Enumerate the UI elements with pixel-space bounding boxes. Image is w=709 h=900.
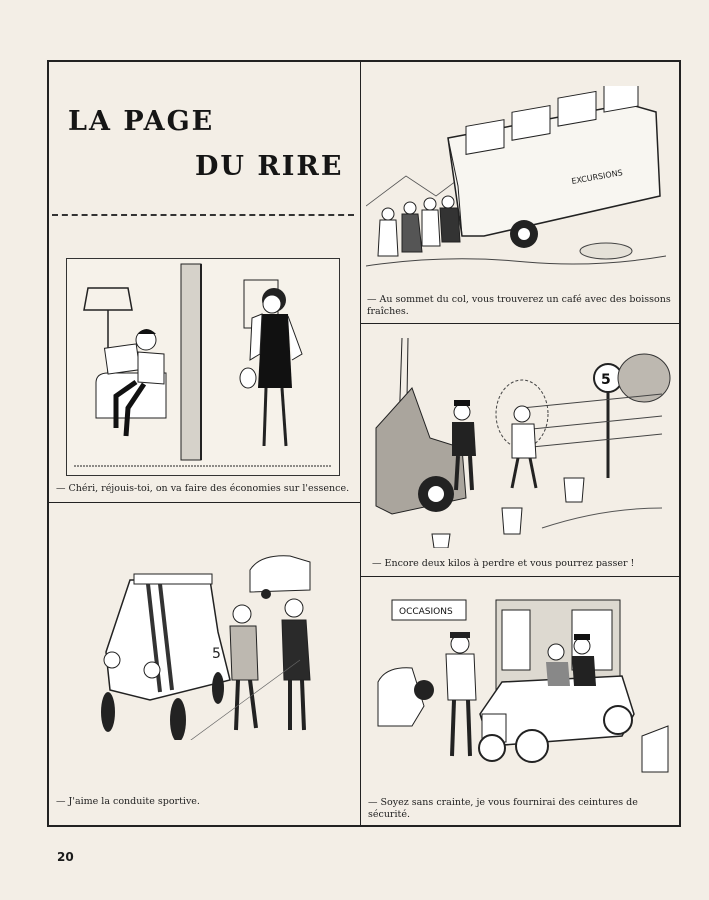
- rule-left-1: [49, 502, 360, 503]
- cartoon-3-caption: — Au sommet du col, vous trouverez un café avec des boissons fraîches.: [367, 294, 671, 317]
- cartoon-1-caption: — Chéri, réjouis-toi, on va faire des économies sur l'essence.: [56, 483, 350, 494]
- race-number: 5: [212, 646, 221, 662]
- cartoon-5-caption: — Soyez sans crainte, je vous fournirai des ceintures de sécurité.: [368, 797, 638, 820]
- rule-right-1: [361, 323, 679, 324]
- cartoon-4-illustration: [372, 338, 672, 548]
- page-title-line2: DU RIRE: [195, 151, 344, 182]
- cartoon-3-illustration: [366, 86, 666, 281]
- bus-sign: EXCURSIONS: [570, 168, 624, 186]
- occasions-sign-text: OCCASIONS: [399, 607, 453, 617]
- page-number: 20: [57, 850, 74, 864]
- rule-right-2: [361, 576, 679, 577]
- cartoon-2-caption: — J'aime la conduite sportive.: [56, 796, 200, 807]
- column-divider: [360, 60, 361, 827]
- speed-sign-text: 5: [601, 372, 611, 388]
- cartoon-5-illustration: [372, 596, 672, 786]
- cartoon-1-illustration: [66, 258, 340, 476]
- page-title-line1: LA PAGE: [68, 106, 215, 137]
- title-dashed-rule: [52, 214, 354, 216]
- cartoon-2-illustration: [90, 540, 320, 740]
- cartoon-4-caption: — Encore deux kilos à perdre et vous pourrez passer !: [372, 558, 635, 569]
